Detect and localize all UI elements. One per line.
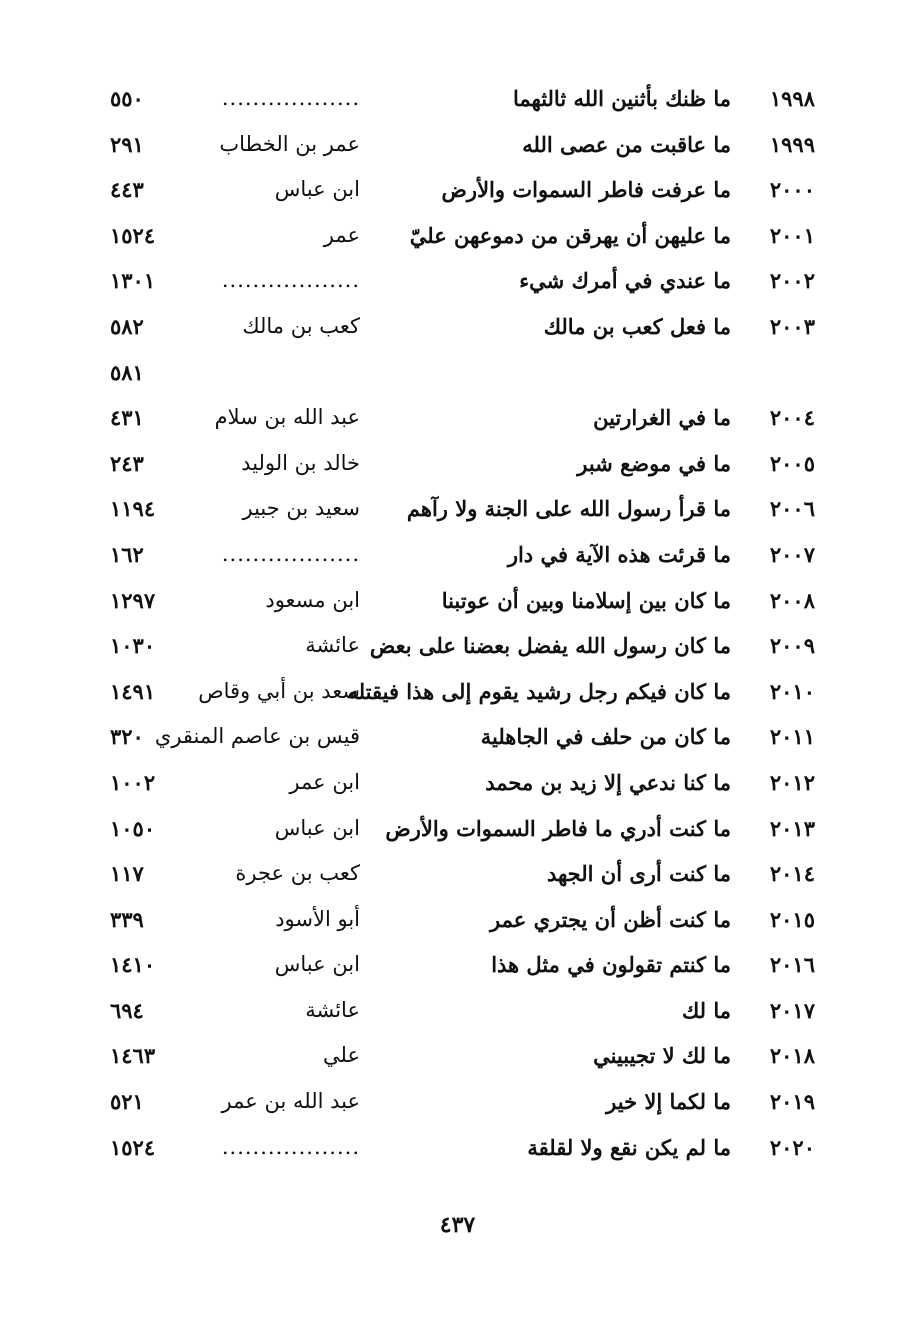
entry-number: ١٩٩٨ [769, 86, 815, 111]
entry-number: ٢٠١٤ [769, 861, 815, 887]
entry-number: ٢٠٠٦ [769, 496, 815, 522]
entry-page-ref: ١٠٥٠ [110, 815, 156, 841]
entry-narrator: .................. [221, 541, 360, 566]
entry-number: ٢٠١٧ [769, 997, 815, 1023]
entry-text: ما في موضع شبر [577, 450, 731, 476]
index-row [110, 213, 815, 259]
index-row [110, 669, 815, 715]
entry-text: ما لك لا تجيبيني [593, 1043, 731, 1069]
entry-narrator: قيس بن عاصم المنقري [154, 724, 360, 749]
entry-page-ref: ١٦٢ [110, 541, 144, 567]
entry-text: ما كنتم تقولون في مثل هذا [491, 952, 731, 978]
entry-narrator: ابن عباس [274, 815, 360, 840]
entry-narrator: كعب بن مالك [242, 313, 360, 338]
entry-number: ٢٠٠٥ [769, 450, 815, 476]
entry-narrator: ابن عمر [289, 769, 360, 794]
entry-page-ref: ١٤٦٣ [110, 1043, 156, 1069]
entry-page-ref: ٢٩١ [110, 131, 144, 157]
entry-number: ٢٠٠٤ [769, 405, 815, 431]
entry-text: ما عاقبت من عصى الله [522, 131, 731, 157]
entry-number: ٢٠١٥ [769, 906, 815, 932]
index-row [110, 1033, 815, 1079]
entry-number: ٢٠٢٠ [769, 1134, 815, 1160]
entry-text: ما ظنك بأثنين الله ثالثهما [512, 86, 731, 111]
index-row [110, 304, 815, 350]
entry-text: ما كان بين إسلامنا وبين أن عوتبنا [441, 587, 731, 613]
index-row [110, 851, 815, 897]
entry-number: ٢٠٠٧ [769, 541, 815, 567]
index-row [110, 1079, 815, 1125]
entry-narrator: .................. [221, 86, 360, 110]
index-row [110, 532, 815, 578]
index-row [110, 76, 815, 122]
entry-page-ref: ١١٧ [110, 861, 144, 887]
entry-narrator: .................. [221, 1134, 360, 1159]
entry-page-ref: ٤٤٣ [110, 177, 144, 203]
entry-number: ٢٠١٠ [769, 678, 815, 704]
entry-number: ٢٠١٩ [769, 1089, 815, 1115]
entry-text: ما عندي في أمرك شيء [519, 268, 731, 294]
entry-number: ٢٠١٨ [769, 1043, 815, 1069]
entry-page-ref: ٣٢٠ [110, 724, 144, 750]
entry-page-ref: ١٢٩٧ [110, 587, 156, 613]
entry-narrator: أبو الأسود [275, 906, 360, 931]
entry-number: ٢٠١٣ [769, 815, 815, 841]
entry-page-ref: ٦٩٤ [110, 997, 144, 1023]
entry-number: ٢٠١١ [769, 724, 815, 750]
entry-number: ٢٠٠٣ [769, 313, 815, 339]
entry-narrator: عائشة [305, 633, 360, 658]
entry-page-ref: ٣٣٩ [110, 906, 144, 932]
entry-narrator: ابن عباس [274, 952, 360, 977]
index-list [110, 76, 815, 1170]
entry-number [737, 350, 815, 396]
index-row [110, 942, 815, 988]
index-row [110, 897, 815, 943]
entry-page-ref: ٥٢١ [110, 1089, 144, 1115]
entry-narrator: عبد الله بن سلام [214, 405, 360, 430]
entry-number: ٢٠٠١ [769, 222, 815, 248]
entry-page-ref: ٥٨١ [110, 359, 144, 385]
entry-narrator: سعد بن أبي وقاص [198, 678, 360, 703]
entry-page-ref: ٥٥٠ [110, 86, 144, 111]
entry-narrator: عائشة [305, 997, 360, 1022]
entry-page-ref: ١٤١٠ [110, 952, 156, 978]
entry-narrator: علي [323, 1043, 360, 1068]
index-row [110, 578, 815, 624]
entry-text: ما كان من حلف في الجاهلية [480, 724, 731, 750]
index-row [110, 714, 815, 760]
entry-page-ref: ١٥٢٤ [110, 1134, 156, 1160]
entry-page-ref: ١٥٢٤ [110, 222, 156, 248]
entry-text: ما كنت أرى أن الجهد [546, 861, 731, 887]
entry-narrator: ابن مسعود [265, 587, 360, 612]
index-row [110, 122, 815, 168]
entry-text: ما لكما إلا خير [606, 1089, 731, 1115]
index-row [110, 988, 815, 1034]
entry-text: ما قرئت هذه الآية في دار [507, 541, 731, 567]
index-row-continuation [110, 350, 815, 396]
entry-number: ٢٠٠٨ [769, 587, 815, 613]
index-row [110, 760, 815, 806]
entry-text: ما لك [681, 997, 731, 1023]
index-row [110, 1125, 815, 1171]
index-row [110, 258, 815, 304]
entry-narrator: خالد بن الوليد [241, 450, 360, 475]
index-row [110, 441, 815, 487]
entry-page-ref: ٤٣١ [110, 405, 144, 431]
entry-page-ref: ١٠٣٠ [110, 633, 156, 659]
entry-page-ref: ٥٨٢ [110, 313, 144, 339]
entry-narrator: ابن عباس [274, 177, 360, 202]
entry-narrator: عبد الله بن عمر [221, 1089, 360, 1114]
index-row [110, 806, 815, 852]
index-row [110, 395, 815, 441]
page-number: ٤٣٧ [439, 1212, 476, 1238]
entry-page-ref: ٢٤٣ [110, 450, 144, 476]
entry-narrator: عمر [323, 222, 360, 247]
entry-number: ٢٠١٦ [769, 952, 815, 978]
entry-number: ١٩٩٩ [769, 131, 815, 157]
entry-page-ref: ١٣٠١ [110, 268, 156, 294]
entry-narrator [185, 350, 360, 396]
index-row [110, 486, 815, 532]
entry-number: ٢٠١٢ [769, 769, 815, 795]
entry-text: ما عليهن أن يهرقن من دموعهن عليّ [409, 222, 731, 248]
entry-page-ref: ١١٩٤ [110, 496, 156, 522]
entry-narrator: سعيد بن جبير [242, 496, 360, 521]
entry-narrator: كعب بن عجرة [235, 861, 360, 886]
entry-narrator: عمر بن الخطاب [219, 131, 360, 156]
index-row [110, 167, 815, 213]
entry-page-ref: ١٠٠٢ [110, 769, 156, 795]
entry-number: ٢٠٠٩ [769, 633, 815, 659]
entry-text: ما عرفت فاطر السموات والأرض [441, 177, 731, 203]
entry-text: ما لم يكن نقع ولا لقلقة [527, 1134, 731, 1160]
entry-text: ما في الغرارتين [593, 405, 731, 431]
entry-page-ref: ١٤٩١ [110, 678, 156, 704]
entry-text: ما فعل كعب بن مالك [543, 313, 731, 339]
entry-text: ما كنت أدري ما فاطر السموات والأرض [385, 815, 731, 841]
entry-narrator: .................. [221, 268, 360, 293]
entry-number: ٢٠٠٢ [769, 268, 815, 294]
entry-text: ما كان رسول الله يفضل بعضنا على بعض [369, 633, 731, 659]
entry-text: ما كان فيكم رجل رشيد يقوم إلى هذا فيقتله [347, 678, 731, 704]
entry-text: ما كنت أظن أن يجتري عمر [490, 906, 731, 932]
index-row [110, 623, 815, 669]
entry-text: ما قرأ رسول الله على الجنة ولا رآهم [406, 496, 731, 522]
entry-text: ما كنا ندعي إلا زيد بن محمد [485, 769, 731, 795]
entry-number: ٢٠٠٠ [769, 177, 815, 203]
